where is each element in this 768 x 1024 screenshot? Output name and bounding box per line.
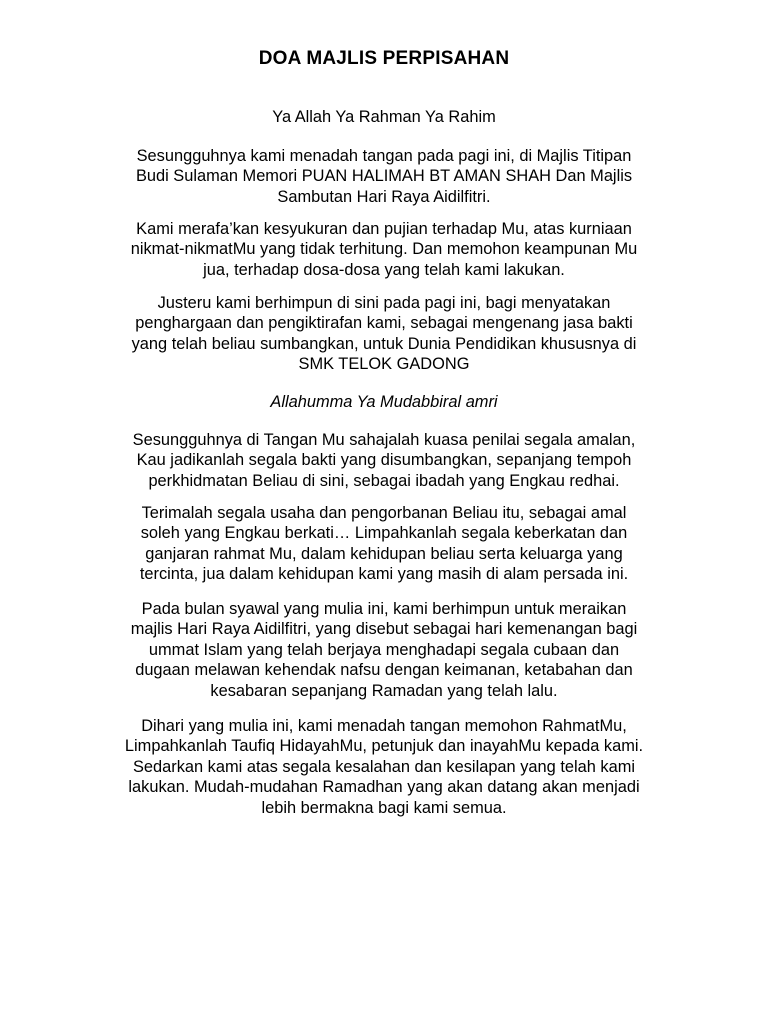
text-line: ummat Islam yang telah berjaya menghadapi segala cubaan dan bbox=[148, 640, 620, 659]
text-line: ganjaran rahmat Mu, dalam kehidupan beliau serta keluarga yang bbox=[145, 544, 623, 563]
paragraph-gathering bbox=[84, 293, 684, 375]
paragraph-supplication-heading bbox=[84, 392, 684, 412]
text-line: Ya Allah Ya Rahman Ya Rahim bbox=[272, 108, 496, 126]
text-line: Kami merafa’kan kesyukuran dan pujian terhadap Mu, atas kurniaan bbox=[136, 220, 632, 238]
text-line: dugaan melawan kehendak nafsu dengan keimanan, ketabahan dan bbox=[135, 661, 633, 680]
text-line: lakukan. Mudah-mudahan Ramadhan yang akan datang akan menjadi bbox=[128, 778, 640, 797]
text-line: kesabaran sepanjang Ramadan yang telah lalu. bbox=[210, 681, 558, 700]
text-line: Limpahkanlah Taufiq HidayahMu, petunjuk dan inayahMu kepada kami. bbox=[124, 737, 644, 756]
text-line: yang telah beliau sumbangkan, untuk Dunia Pendidikan khususnya di bbox=[131, 334, 637, 353]
text-line: Pada bulan syawal yang mulia ini, kami berhimpun untuk meraikan bbox=[141, 600, 627, 618]
text-line: Allahumma Ya Mudabbiral amri bbox=[270, 393, 498, 411]
text-line: penghargaan dan pengiktirafan kami, sebagai mengenang jasa bakti bbox=[135, 314, 633, 333]
text-line: majlis Hari Raya Aidilfitri, yang disebut sebagai hari kemenangan bagi bbox=[130, 620, 638, 639]
text-line: Terimalah segala usaha dan pengorbanan Beliau itu, sebagai amal bbox=[141, 504, 627, 522]
text-line: nikmat-nikmatMu yang tidak terhitung. Dan memohon keampunan Mu bbox=[130, 240, 638, 259]
paragraph-acceptance bbox=[84, 503, 684, 585]
text-line: Sedarkan kami atas segala kesalahan dan kesilapan yang telah kami bbox=[132, 757, 636, 776]
text-line: SMK TELOK GADONG bbox=[298, 355, 470, 374]
document-title: DOA MAJLIS PERPISAHAN bbox=[258, 48, 510, 69]
text-line: Sesungguhnya kami menadah tangan pada pagi ini, di Majlis Titipan bbox=[136, 147, 632, 165]
paragraph-closing bbox=[84, 716, 684, 818]
text-line: jua, terhadap dosa-dosa yang telah kami lakukan. bbox=[203, 260, 565, 279]
text-line: soleh yang Engkau berkati… Limpahkanlah segala keberkatan dan bbox=[140, 524, 628, 543]
text-line: Budi Sulaman Memori PUAN HALIMAH BT AMAN SHAH Dan Majlis bbox=[135, 167, 633, 186]
text-line: Sesungguhnya di Tangan Mu sahajalah kuasa penilai segala amalan, bbox=[132, 431, 636, 449]
text-line: Justeru kami berhimpun di sini pada pagi ini, bagi menyatakan bbox=[157, 294, 611, 312]
paragraph-opening bbox=[84, 146, 684, 207]
text-line: Dihari yang mulia ini, kami menadah tangan memohon RahmatMu, bbox=[141, 717, 627, 735]
text-line: perkhidmatan Beliau di sini, sebagai ibadah yang Engkau redhai. bbox=[148, 471, 620, 490]
text-line: lebih bermakna bagi kami semua. bbox=[261, 798, 507, 817]
paragraph-gratitude bbox=[84, 219, 684, 280]
text-line: tercinta, jua dalam kehidupan kami yang masih di alam persada ini. bbox=[139, 565, 629, 584]
paragraph-invocation bbox=[84, 107, 684, 127]
text-line: Kau jadikanlah segala bakti yang disumbangkan, sepanjang tempoh bbox=[136, 451, 632, 470]
text-line: Sambutan Hari Raya Aidilfitri. bbox=[277, 187, 491, 206]
paragraph-syawal bbox=[84, 599, 684, 701]
paragraph-judgement bbox=[84, 430, 684, 491]
